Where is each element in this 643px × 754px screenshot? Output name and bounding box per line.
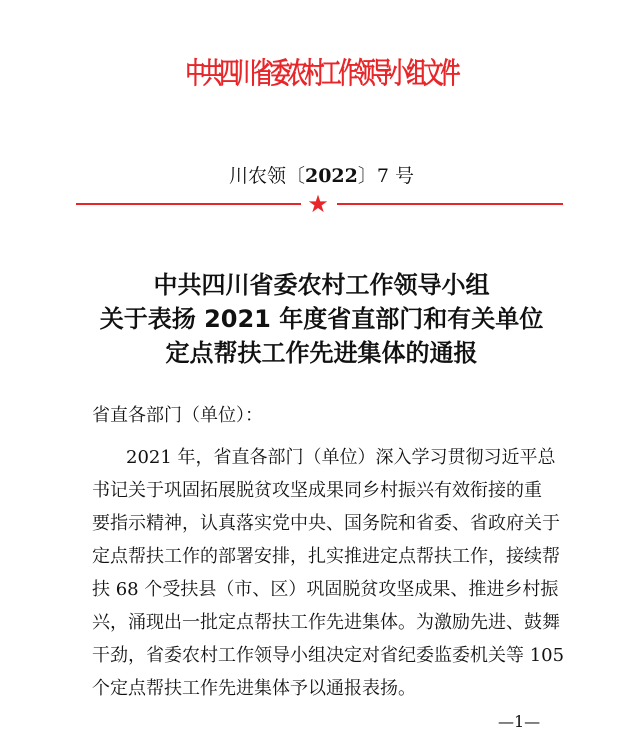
body-line-5: 扶 68 个受扶县（市、区）巩固脱贫攻坚成果、推进乡村振 <box>92 579 559 600</box>
body-line-8: 个定点帮扶工作先进集体予以通报表扬。 <box>92 678 416 699</box>
red-rule-left <box>76 203 301 205</box>
body-line-7: 干劲，省委农村工作领导小组决定对省纪委监委机关等 105 <box>92 645 565 666</box>
body-line-6: 兴，涌现出一批定点帮扶工作先进集体。为激励先进、鼓舞 <box>92 612 560 633</box>
page-number: —1— <box>498 712 541 731</box>
document-title <box>0 268 643 370</box>
title-line-1: 中共四川省委农村工作领导小组 <box>153 271 490 299</box>
document-number <box>0 163 643 189</box>
body-line-4: 定点帮扶工作的部署安排，扎实推进定点帮扶工作，接续帮 <box>92 546 560 567</box>
body-line-2: 书记关于巩固拓展脱贫攻坚成果同乡村振兴有效衔接的重 <box>92 480 542 501</box>
salutation: 省直各部门（单位）： <box>92 405 263 426</box>
title-line-3: 定点帮扶工作先进集体的通报 <box>165 339 478 367</box>
title-line-2: 关于表扬 2021 年度省直部门和有关单位 <box>99 305 544 333</box>
red-rule-right <box>337 203 563 205</box>
document-number-prefix: 川农领〔 <box>228 165 305 187</box>
body-line-3: 要指示精神，认真落实党中央、国务院和省委、省政府关于 <box>92 513 560 534</box>
red-star-icon: ★ <box>307 190 329 218</box>
masthead-title: 中共四川省委农村工作领导小组文件 <box>185 55 458 91</box>
body-line-1: 2021 年，省直各部门（单位）深入学习贯彻习近平总 <box>126 447 556 468</box>
document-number-year: 2022 <box>304 165 358 187</box>
document-number-suffix: 〕7 号 <box>357 165 415 187</box>
